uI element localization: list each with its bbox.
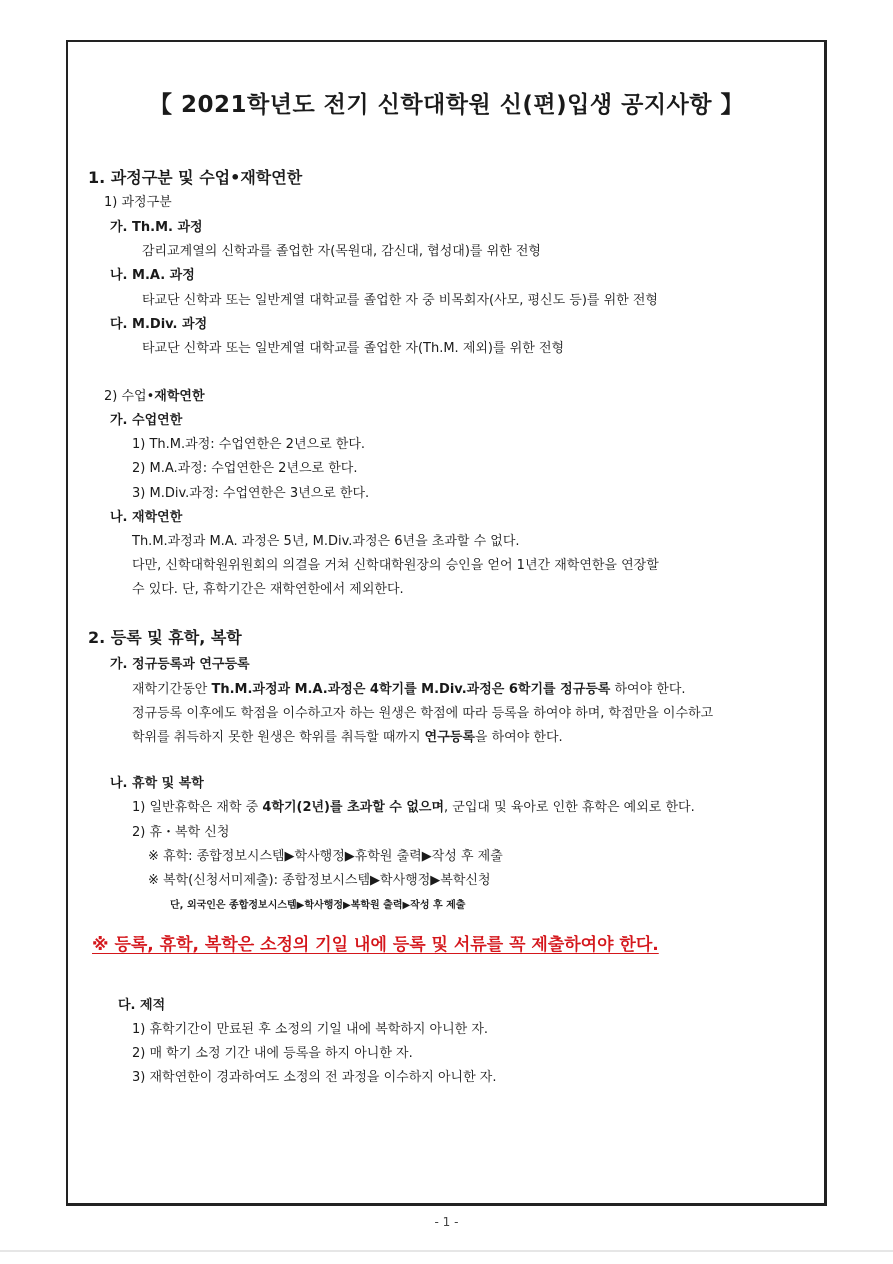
registration-line-1 bbox=[132, 682, 686, 698]
registration-line-2: 정규등록 이후에도 학점을 이수하고자 하는 원생은 학점에 따라 등록을 하여야 하며, 학점만을 이수하고 bbox=[132, 706, 714, 721]
leave-rule-1-a: 1) 일반휴학은 재학 중 bbox=[132, 800, 263, 815]
section-1-heading: 1. 과정구분 및 수업•재학연한 bbox=[88, 168, 303, 187]
mdiv-course-description: 타교단 신학과 또는 일반계열 대학교를 졸업한 자(Th.M. 제외)를 위한 전형 bbox=[142, 341, 565, 356]
deadline-warning: ※ 등록, 휴학, 복학은 소정의 기일 내에 등록 및 서류를 꼭 제출하여야 한다. bbox=[92, 935, 659, 955]
leave-rule-2: 2) 휴・복학 신청 bbox=[132, 825, 230, 840]
page-number: - 1 - bbox=[434, 1215, 459, 1229]
section-2-heading: 2. 등록 및 휴학, 복학 bbox=[88, 628, 242, 647]
registration-line-1-c: 하여야 한다. bbox=[610, 682, 686, 697]
thm-course-description: 감리교계열의 신학과를 졸업한 자(목원대, 감신대, 협성대)를 위한 전형 bbox=[142, 244, 541, 259]
registration-line-3-bold: 연구등록 bbox=[424, 730, 475, 745]
ma-course-heading: 나. M.A. 과정 bbox=[110, 268, 195, 283]
leave-rule-1 bbox=[132, 800, 695, 816]
foreigner-procedure-note: 단, 외국인은 종합정보시스템▶학사행정▶복학원 출력▶작성 후 제출 bbox=[170, 900, 466, 911]
study-period-item-3: 3) M.Div.과정: 수업연한은 3년으로 한다. bbox=[132, 486, 370, 501]
enrollment-limit-line-2: 다만, 신학대학원위원회의 의결을 거쳐 신학대학원장의 승인을 얻어 1년간 재학연한을 연장할 bbox=[132, 558, 659, 573]
registration-line-3-c: 을 하여야 한다. bbox=[474, 730, 563, 745]
enrollment-limit-line-1: Th.M.과정과 M.A. 과정은 5년, M.Div.과정은 6년을 초과할 수 없다. bbox=[132, 534, 520, 549]
subsection-study-periods bbox=[104, 389, 205, 405]
return-procedure-note: ※ 복학(신청서미제출): 종합정보시스템▶학사행정▶복학신청 bbox=[148, 873, 491, 888]
leave-procedure-note: ※ 휴학: 종합정보시스템▶학사행정▶휴학원 출력▶작성 후 제출 bbox=[148, 849, 503, 864]
ma-course-description: 타교단 신학과 또는 일반계열 대학교를 졸업한 자 중 비목회자(사모, 평신도 등)를 위한 전형 bbox=[142, 293, 658, 308]
leave-rule-1-c: , 군입대 및 육아로 인한 휴학은 예외로 한다. bbox=[444, 800, 695, 815]
expulsion-heading: 다. 제적 bbox=[118, 998, 166, 1013]
study-period-item-2: 2) M.A.과정: 수업연한은 2년으로 한다. bbox=[132, 461, 358, 476]
subsection-study-periods-prefix: 2) 수업• bbox=[104, 389, 155, 404]
page-title: 【 2021학년도 전기 신학대학원 신(편)입생 공지사항 】 bbox=[148, 92, 744, 118]
registration-line-3-a: 학위를 취득하지 못한 원생은 학위를 취득할 때까지 bbox=[132, 730, 425, 745]
expulsion-item-3: 3) 재학연한이 경과하여도 소정의 전 과정을 이수하지 아니한 자. bbox=[132, 1070, 497, 1085]
study-period-item-1: 1) Th.M.과정: 수업연한은 2년으로 한다. bbox=[132, 437, 366, 452]
leave-rule-1-bold: 4학기(2년)를 초과할 수 없으며 bbox=[262, 800, 445, 815]
thm-course-heading: 가. Th.M. 과정 bbox=[110, 220, 203, 235]
expulsion-item-1: 1) 휴학기간이 만료된 후 소정의 기일 내에 복학하지 아니한 자. bbox=[132, 1022, 489, 1037]
expulsion-item-2: 2) 매 학기 소정 기간 내에 등록을 하지 아니한 자. bbox=[132, 1046, 413, 1061]
registration-heading: 가. 정규등록과 연구등록 bbox=[110, 657, 250, 672]
subsection-study-periods-bold: 재학연한 bbox=[154, 389, 205, 404]
leave-return-heading: 나. 휴학 및 복학 bbox=[110, 776, 204, 791]
enrollment-limit-heading: 나. 재학연한 bbox=[110, 510, 183, 525]
enrollment-limit-line-3: 수 있다. 단, 휴학기간은 재학연한에서 제외한다. bbox=[132, 582, 404, 597]
mdiv-course-heading: 다. M.Div. 과정 bbox=[110, 317, 208, 332]
registration-line-1-bold: Th.M.과정과 M.A.과정은 4학기를 M.Div.과정은 6학기를 정규등록 bbox=[211, 682, 611, 697]
study-period-heading: 가. 수업연한 bbox=[110, 413, 183, 428]
registration-line-3 bbox=[132, 730, 563, 746]
footer-divider bbox=[0, 1250, 893, 1252]
registration-line-1-a: 재학기간동안 bbox=[132, 682, 212, 697]
subsection-course-types: 1) 과정구분 bbox=[104, 195, 172, 210]
